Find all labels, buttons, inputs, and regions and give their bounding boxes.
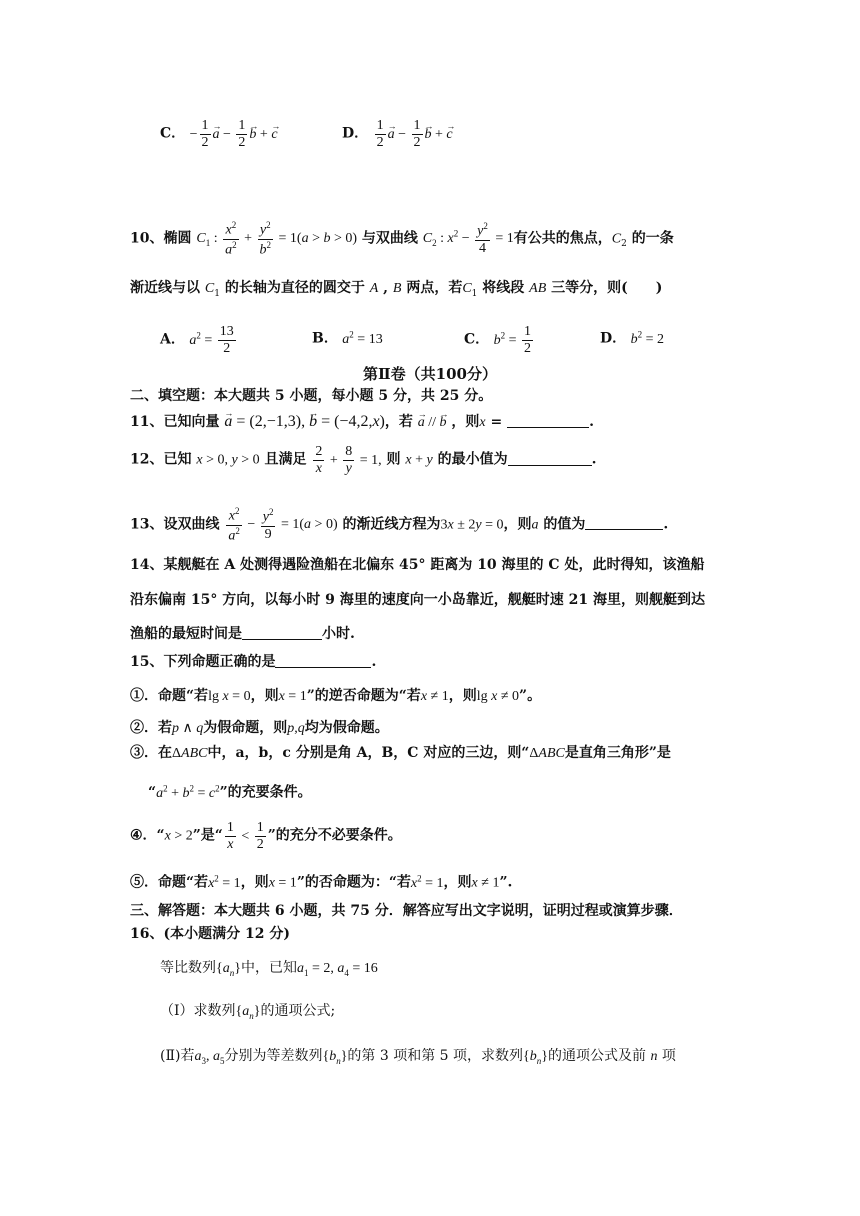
q10-option-c-label: C． [464, 331, 490, 348]
q13-hyperbola: $\frac{x^2}{a^2}$ − $\frac{y^2}{9}$ = 1(a > 0) [228, 506, 338, 544]
q16-part-2: (Ⅱ)若$a_3$, $a_5$分别为等差数列$\{b_n\}$的第 3 项和第 5 项，求数列$\{b_n\}$的通项公式及前 n 项 [160, 1048, 676, 1066]
q12-number: 12、 [130, 451, 164, 468]
q15-text: ”。 [519, 688, 542, 704]
q16-statement: 等比数列$\{a_n\}$中，已知$a_1 = 2$, $a_4 = 16$ [160, 960, 378, 978]
q14-line-3 [130, 624, 355, 644]
q10-number: 10、 [130, 230, 164, 247]
q15-text: ①．命题“若 [130, 688, 209, 704]
q15-text: ③．在 [130, 745, 172, 761]
q15-text: ，则 [240, 874, 269, 891]
q9-option-d-label: D． [342, 125, 369, 142]
q16-heading: 16、(本小题满分 12 分) [130, 926, 290, 942]
q10-text: 的长轴为直径的圆交于 [224, 280, 365, 296]
q10-option-b-label: B． [312, 330, 338, 347]
q10-text: 两点，若 [406, 280, 463, 296]
q9-option-c-label: C． [160, 125, 186, 142]
q15-text: 是直角三角形”是 [564, 745, 671, 761]
q13-text: 的值为 [543, 516, 586, 533]
q10-text: 有公共的焦点， [513, 230, 612, 247]
q10-option-c-formula: $b^2$ = $\frac{1}{2}$ [493, 324, 532, 356]
q15-text: 中，a，b，c 分别是角 A，B，C 对应的三边，则“ [207, 745, 530, 761]
q12-text: 且满足 [264, 451, 307, 468]
q12-condition: $\frac{2}{x}$ + $\frac{8}{y}$ = 1, [315, 444, 382, 476]
fill-section-heading: 二、填空题：本大题共 5 小题，每小题 5 分，共 25 分。 [130, 388, 493, 404]
q15-item-4: ④．“x > 2”是“ $\frac{1}{x}$ < $\frac{1}{2}$ ”的充分不必要条件。 [130, 820, 402, 852]
q15-text: ⑤．命题“若 [130, 874, 209, 891]
q15-text: 均为假命题。 [304, 720, 389, 736]
q9-option-d-formula: $\frac{1}{2}$ → a − $\frac{1}{2}$ → b + → c [373, 127, 453, 142]
q15-text: ”的充分不必要条件。 [267, 827, 402, 844]
q15-item-2: ②．若p ∧ q为假命题，则p,q均为假命题。 [130, 720, 389, 736]
q14-answer-blank[interactable] [242, 625, 322, 640]
q14-line-1: 14、某舰艇在 A 处测得遇险渔船在北偏东 45° 距离为 10 海里的 C 处，此时得知，该渔船 [130, 557, 705, 573]
q10-text: 将线段 [482, 280, 525, 296]
q16-text: (Ⅱ)若 [160, 1048, 195, 1064]
q16-text: 的通项公式; [260, 1003, 336, 1019]
q10-text: 与双曲线 [361, 230, 418, 247]
q15-answer-blank[interactable] [275, 653, 371, 668]
q10-option-b-formula: $a^2 = 13$ [342, 329, 383, 347]
q10-option-b [312, 324, 383, 350]
q15-text: ②．若 [130, 720, 172, 736]
q13: 13、设双曲线 $\frac{x^2}{a^2}$ − $\frac{y^2}{9}$ = 1(a > 0) 的渐近线方程为3x ± 2y = 0，则a 的值为 . [130, 506, 669, 544]
q15-text: ”. [499, 874, 513, 891]
q15-text: ，则 [443, 874, 472, 891]
q13-text: 设双曲线 [163, 516, 220, 533]
q9-option-d [342, 118, 453, 151]
q11-number: 11、 [130, 414, 164, 430]
q10-option-d-formula: $b^2 = 2$ [630, 329, 664, 347]
q10-hyperbola-formula: $C_2$ : $x^2$ − $\frac{y^2}{4}$ = 1 [422, 221, 514, 256]
q16-part-1: （Ⅰ）求数列$\{a_n\}$的通项公式; [160, 1003, 336, 1021]
q11-text: ，若 [384, 414, 413, 430]
q15-text: 为假命题，则 [203, 720, 288, 736]
q15-text: ”的逆否命题为“若 [306, 688, 421, 704]
q10-text: 的一条 [631, 230, 674, 247]
q11-text: ，则 [451, 414, 480, 430]
q16-text: 的第 3 项和第 5 项，求数列 [347, 1048, 524, 1064]
answer-section-heading: 三、解答题：本大题共 6 小题，共 75 分．解答应写出文字说明，证明过程或演算步骤． [130, 903, 683, 919]
q12-text: 的最小值为 [437, 451, 508, 468]
q11-vectors: → a = (2,−1,3), → b = (−4,2,x) [224, 413, 385, 430]
q9-option-c-formula: − $\frac{1}{2}$ → a − $\frac{1}{2}$ → b + → c [190, 127, 278, 142]
q16-text: （Ⅰ）求数列 [160, 1003, 236, 1019]
q16-text: 项 [661, 1048, 676, 1064]
part2-title: 第Ⅱ卷（共100分） [363, 365, 497, 383]
q15-item-3-cont: “$a^2 + b^2 = c^2$”的充要条件。 [148, 783, 312, 801]
q13-text: ，则 [503, 516, 532, 533]
q9-option-c [160, 118, 278, 151]
q14-text: 渔船的最短时间是 [130, 626, 242, 642]
q10-text: 椭圆 [163, 230, 192, 247]
q12-text: 则 [386, 451, 401, 468]
q16-text: 中，已知 [240, 960, 297, 976]
q12-text: 已知 [163, 451, 192, 468]
q10-line-1: 10、椭圆 $C_1$ : $\frac{x^2}{a^2}$ + $\frac{y^2}{b^2}$ = 1(a > b > 0) 与双曲线 $C_2$ : $x^2$ − $\frac{y^2}{4}$ = 1有公共的焦点，$C_2$ 的一条 [130, 220, 674, 258]
q12: 12、已知 x > 0, y > 0 且满足 $\frac{2}{x}$ + $\frac{8}{y}$ = 1, 则 x + y 的最小值为 . [130, 444, 597, 476]
q10-text: 渐近线与以 [130, 280, 200, 296]
q15-text: ，则 [448, 688, 477, 704]
q15-item-3: ③．在ΔABC中，a，b，c 分别是角 A，B，C 对应的三边，则“ΔABC是直角三角形”是 [130, 745, 671, 761]
q10-option-a-formula: $a^2$ = $\frac{13}{2}$ [189, 324, 234, 356]
q15-item-5: ⑤．命题“若$x^2 = 1$，则x = 1”的否命题为：“若$x^2 = 1$，则x ≠ 1”. [130, 873, 513, 891]
q13-text: 的渐近线方程为 [342, 516, 441, 533]
q15-text: 15、下列命题正确的是 [130, 654, 276, 670]
q13-answer-blank[interactable] [585, 515, 663, 530]
q10-line-2: 渐近线与以 $C_1$ 的长轴为直径的圆交于 A , B 两点，若$C_1$ 将线段 AB 三等分，则( ) [130, 280, 663, 299]
q14-line-2: 沿东偏南 15° 方向，以每小时 9 海里的速度向一小岛靠近，舰艇时速 21 海里，则舰艇到达 [130, 592, 705, 608]
q16-text: 的通项公式及前 [548, 1048, 647, 1064]
q15-text: “ [148, 784, 157, 801]
q16-text: 分别为等差数列 [224, 1048, 323, 1064]
q10-option-d-label: D． [600, 330, 627, 347]
q10-option-a-label: A． [160, 331, 185, 348]
q11: 11、已知向量 → a = (2,−1,3), → b = (−4,2,x)，若 → a // → b ，则x = . [130, 412, 594, 433]
q15-text: ”是“ [192, 827, 223, 844]
q16-text: 等比数列 [160, 960, 216, 976]
q10-options [160, 324, 238, 357]
q10-option-c [464, 324, 535, 357]
q14-text: 小时. [322, 626, 355, 642]
q10-option-d [600, 324, 664, 350]
q15-item-1: ①．命题“若lg x = 0，则x = 1”的逆否命题为“若x ≠ 1，则lg x ≠ 0”。 [130, 688, 542, 704]
q11-answer-blank[interactable] [507, 413, 589, 428]
q15-text: ”的否命题为：“若 [296, 874, 411, 891]
q13-number: 13、 [130, 516, 164, 533]
q15-text: ，则 [250, 688, 279, 704]
q12-answer-blank[interactable] [508, 451, 592, 466]
q15-text: ”的充要条件。 [219, 784, 312, 801]
q15-text: ④．“ [130, 827, 165, 844]
q15-heading: 15、下列命题正确的是 . [130, 654, 377, 670]
q11-text: 已知向量 [163, 414, 220, 430]
q10-ellipse-formula: $C_1$ : $\frac{x^2}{a^2}$ + $\frac{y^2}{b^2}$ = 1(a > b > 0) [196, 220, 358, 258]
q10-text: 三等分，则( ) [551, 280, 663, 296]
